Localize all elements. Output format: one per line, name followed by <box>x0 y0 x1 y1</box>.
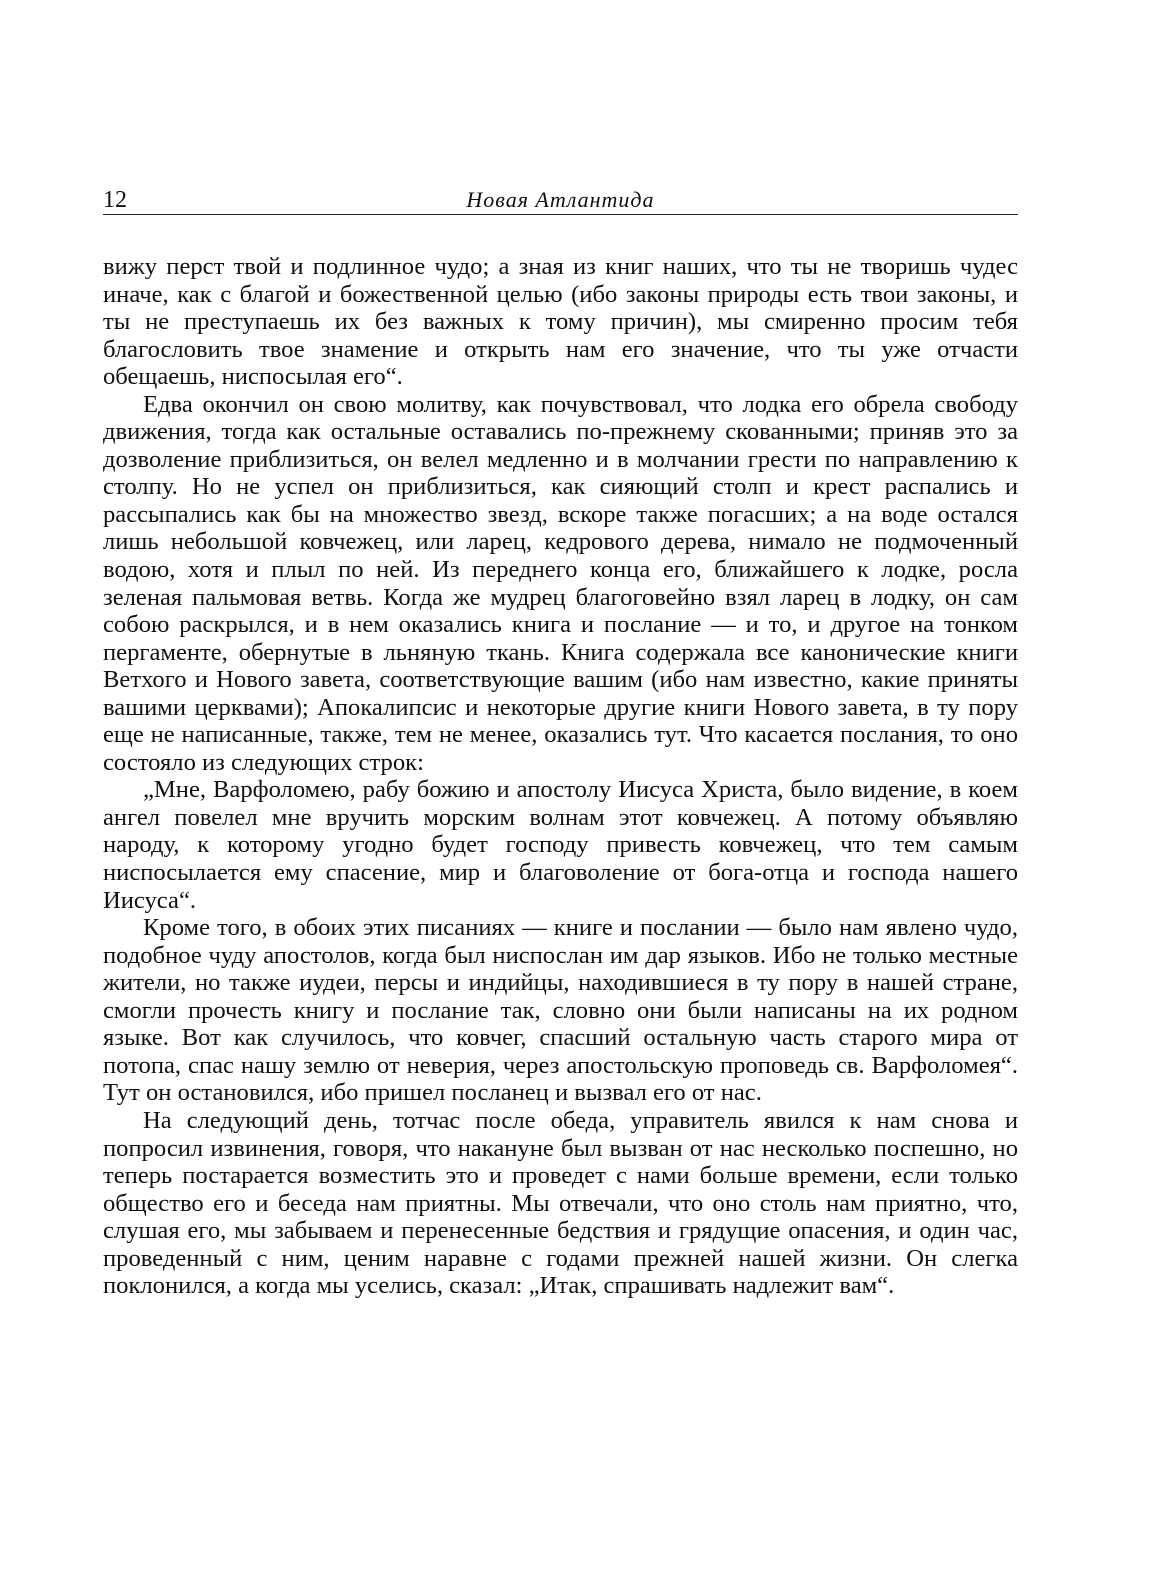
body-text <box>103 253 1018 1300</box>
paragraph: Едва окончил он свою молитву, как почувствовал, что лодка его обрела свободу движения, тогда как остальные оставались по-прежнему скованными; приняв это за дозволение приблизиться, он велел медленно и в молчании грести по направлению к столпу. Но не успел он приблизиться, как сияющий столп и крест распались и рассыпались как бы на множество звезд, вскоре также погасших; а на воде остался лишь небольшой ковчежец, или ларец, кедрового дерева, нимало не подмоченный водою, хотя и плыл по ней. Из переднего конца его, ближайшего к лодке, росла зеленая пальмовая ветвь. Когда же мудрец благоговейно взял ларец в лодку, он сам собою раскрылся, и в нем оказались книга и послание — и то, и другое на тонком пергаменте, обернутые в льняную ткань. Книга содержала все канонические книги Ветхого и Нового завета, соответствующие вашим (ибо нам известно, какие приняты вашими церквами); Апокалипсис и некоторые другие книги Нового завета, в ту пору еще не написанные, также, тем не менее, оказались тут. Что касается послания, то оно состояло из следующих строк: <box>103 390 1018 776</box>
running-head <box>103 186 1018 216</box>
running-title: Новая Атлантида <box>466 187 655 212</box>
paragraph: Кроме того, в обоих этих писаниях — книге и послании — было нам явлено чудо, подобное чуду апостолов, когда был ниспослан им дар языков. Ибо не только местные жители, но также иудеи, персы и индийцы, находившиеся в ту пору в нашей стране, смогли прочесть книгу и послание так, словно они были написаны на их родном языке. Вот как случилось, что ковчег, спасший остальную часть старого мира от потопа, спас нашу землю от неверия, через апостольскую проповедь св. Варфоломея“. Тут он остановился, ибо пришел посланец и вызвал его от нас. <box>103 914 1018 1107</box>
header-rule <box>103 214 1018 215</box>
page-number: 12 <box>103 187 127 213</box>
paragraph-continuation: вижу перст твой и подлинное чудо; а зная из книг наших, что ты не творишь чудес иначе, как с благой и божественной целью (ибо законы природы есть твои законы, и ты не преступаешь их без важных к тому причин), мы смиренно просим тебя благословить твое знамение и открыть нам его значение, что ты уже отчасти обещаешь, ниспосылая его“. <box>103 253 1018 391</box>
paragraph: На следующий день, тотчас после обеда, управитель явился к нам снова и попросил извинения, говоря, что накануне был вызван от нас несколько поспешно, но теперь постарается возместить это и проведет с нами больше времени, если только общество его и беседа нам приятны. Мы отвечали, что оно столь нам приятно, что, слушая его, мы забываем и перенесенные бедствия и грядущие опасения, и один час, проведенный с ним, ценим наравне с годами прежней нашей жизни. Он слегка поклонился, а когда мы уселись, сказал: „Итак, спрашивать надлежит вам“. <box>103 1106 1018 1300</box>
paragraph-letter-quote: „Мне, Варфоломею, рабу божию и апостолу Иисуса Христа, было видение, в коем ангел повелел мне вручить морским волнам этот ковчежец. А потому объявляю народу, к которому угодно будет господу привесть ковчежец, что тем самым ниспосылается ему спасение, мир и благоволение от бога-отца и господа нашего Иисуса“. <box>103 776 1018 914</box>
